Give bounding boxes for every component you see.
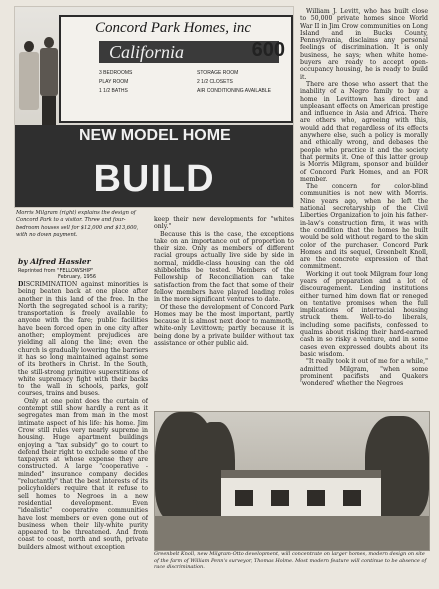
sign-feature: STORAGE ROOM [197, 70, 239, 76]
sign-feature: PLAY ROOM [99, 79, 129, 85]
sign-feature: 2 1/2 CLOSETS [197, 79, 233, 85]
sign-price: 600 [251, 39, 285, 61]
article-paragraph: "It really took it out of me for a while," admitted Milgram, "when some prominent pacifists and Quakers 'wondered' whether the Negroes [300, 358, 428, 388]
bottom-photo-caption: Greenbelt Knoll, new Milgram-Otto development, will concentrate on larger homes, modern design on site of the farm of William Penn's surveyor, Thomas Holme. Most modern feature will continue to be absence of race discrimination. [154, 551, 427, 571]
reprint-date: February, 1956 [58, 274, 97, 280]
article-paragraph: Because this is the case, the exceptions take on an importance out of proportion to their size. Only as members of different racial groups actually live side by side in normal, middle-class housing can the old shibboleths be tested. Members of the Fellowship of Reconciliation can take satisfaction from the fact that some of their fellow members have played leading roles in the more significant ventures to date. [154, 230, 294, 304]
top-photo-caption: Morris Milgram (right) explains the design of Concord Park to a visitor. Three and four-bedroom houses sell for $12,000 and $13,600, with no down payment. [16, 210, 139, 239]
article-column-right [300, 8, 428, 448]
sign-header: Concord Park Homes, inc [95, 20, 252, 36]
article-column-left [18, 281, 148, 585]
reprint-source: Reprinted from "FELLOWSHIP" [18, 268, 94, 274]
article-paragraph: There are those who assert that the inability of a Negro family to buy a home in Levittown has direct and unpleasant effects on American prestige and influence in Asia and Africa. There are others who, agreeing with this, would add that regardless of its effects anywhere else, such a policy is morally and ethically wrong, and debases the people who practice it and the society that permits it. One of this latter group is Morris Milgram, sponsor and builder of Concord Park Homes, and an FOR member. [300, 80, 428, 183]
build-brotherhood-text: BUILD [93, 158, 215, 200]
visitor-figure [19, 41, 39, 131]
brotherhood-sign [15, 125, 293, 207]
drop-cap: D [18, 281, 24, 288]
sign-features [99, 69, 289, 96]
article-paragraph: DISCRIMINATION against minorities is being beaten back at one place after another in this land of the free. In the North the segregated school is a rarity; transportation is freely available to anyone with the fare; public facilities have been forced open in one city after another; employment prejudices are yielding all along the line; even the church is gradually lowering the barriers it has so long maintained against some of its brothers in Christ. In the South, the still-strong primitive superstitions of white supremacy fight with their backs to the wall in schools, parks, golf courses, trains and buses. [18, 281, 148, 398]
article-paragraph: Only at one point does the curtain of contempt still show hardly a rent as it segregates man from man in the most intimate aspect of his life: his home. Jim Crow still rules very nearly supreme in housing. Huge apartment buildings enjoying a "tax subsidy" go to court to defend their right to exclude some of the taxpayers at whose expense they are constructed. A large "cooperative - minded" insurance company decides "reluctantly" that the best interests of its policyholders require that it refuse to sell homes to Negroes in a new residential development. Even "idealistic" cooperative communities have lost members or even gone out of business when their lily-white purity appeared to be threatened. And from coast to coast, north and south, private builders almost without exception [18, 397, 148, 551]
sign-feature: AIR CONDITIONING AVAILABLE [197, 88, 271, 94]
new-model-home-text: NEW MODEL HOME [79, 127, 231, 144]
milgram-figure [38, 37, 60, 132]
author-name: by Alfred Hassler [18, 257, 91, 266]
article-paragraph: Working it out took Milgram four long years of preparation and a lot of discouragement. Lending institutions either turned him down flat or reneged on tentative promises when the full implications of interracial housing struck them. Well-to-do liberals, including some pacifists, confessed to qualms about risking their hard-earned cash in so risky a venture, and in some cases even expressed doubts about its basic wisdom. [300, 270, 428, 358]
article-column-middle [154, 216, 294, 402]
article-paragraph: keep their new developments for "whites only." [154, 216, 294, 231]
article-paragraph: William J. Levitt, who has built close to 50,000 private homes since World War II in Jim Crow communities on Long Island and in Bucks County, Pennsylvania, disclaims any personal feelings of discrimination. It is only business, he says; when white home-buyers are ready to accept open-occupancy housing, he is ready to build it. [300, 8, 428, 81]
sign-feature: 3 BEDROOMS [99, 70, 133, 76]
concord-park-sign-photo [14, 6, 294, 208]
article-paragraph: The concern for color-blind communities is not new with Morris. Nine years ago, when he left the national secretaryship of the Civil Liberties Organization to join his father-in-law's construction firm, it was with the condition that the homes he built would be sold without regard to the skin color of the purchaser. Concord Park Homes and its sequel, Greenbelt Knoll, are the concrete expression of that commitment. [300, 183, 428, 271]
sign-model-band: California [99, 41, 279, 63]
sign-feature: 1 1/2 BATHS [99, 88, 128, 94]
sales-sign [59, 15, 293, 123]
greenbelt-knoll-photo [154, 411, 430, 551]
byline [18, 257, 148, 280]
article-paragraph: Of these the development of Concord Park Homes may be the most important, partly because it is almost next door to mammoth, white-only Levittown; partly because it is being done by a private builder without tax assistance or other public aid. [154, 303, 294, 348]
